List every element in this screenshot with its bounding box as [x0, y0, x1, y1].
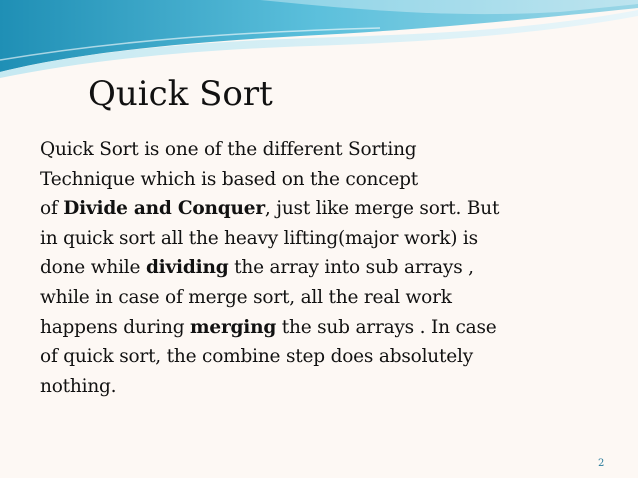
body-text-segment: nothing. — [40, 375, 117, 397]
body-line — [40, 283, 610, 313]
page-number: 2 — [598, 458, 605, 469]
slide-title: Quick Sort — [88, 74, 273, 114]
body-text-segment: while in case of merge sort, all the real work — [40, 286, 452, 308]
body-text-segment: the array into sub arrays , — [228, 257, 474, 279]
body-line — [40, 313, 610, 343]
body-text-segment: the sub arrays . In case — [276, 316, 497, 338]
body-text-segment: in quick sort all the heavy lifting(major work) is — [40, 227, 478, 249]
body-text-segment: , just like merge sort. But — [264, 198, 500, 220]
body-text-segment: of — [40, 198, 64, 220]
body-text-segment: happens during — [40, 316, 191, 338]
bold-term-dividing: dividing — [145, 257, 229, 279]
body-line — [40, 135, 610, 165]
body-line — [40, 165, 610, 195]
slide-body — [40, 135, 610, 401]
body-line — [40, 342, 610, 372]
body-line — [40, 253, 610, 283]
body-text-segment: Technique which is based on the concept — [40, 168, 419, 190]
body-text-segment: Quick Sort is one of the different Sorting — [40, 139, 417, 160]
body-text-segment: of quick sort, the combine step does absolutely — [40, 346, 473, 368]
body-text-segment: done while — [40, 257, 146, 279]
body-line — [40, 224, 610, 254]
body-line — [40, 194, 610, 224]
body-line — [40, 372, 610, 402]
bold-term-merging: merging — [190, 316, 277, 338]
bold-term-divide-and-conquer: Divide and Conquer — [63, 198, 265, 220]
header-wave-decoration — [0, 0, 638, 80]
